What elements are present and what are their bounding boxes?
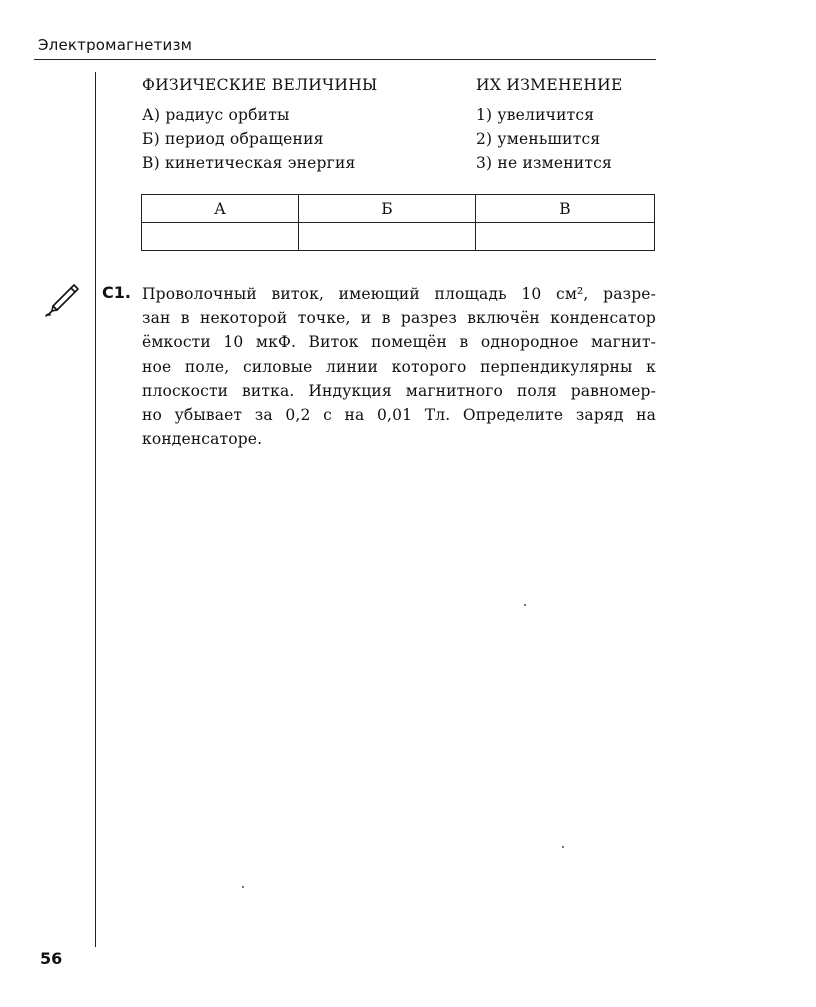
quantity-item-a: А) радиус орбиты (142, 106, 290, 124)
changes-heading: ИХ ИЗМЕНЕНИЕ (476, 76, 623, 94)
scan-speck (524, 604, 526, 606)
change-item-2: 2) уменьшится (476, 130, 601, 148)
change-item-3: 3) не изменится (476, 154, 612, 172)
answer-header-a: А (142, 195, 299, 223)
pen-icon (44, 282, 80, 318)
problem-line: ное поле, силовые линии которого перпендикулярны к (142, 357, 656, 376)
answer-cell-v[interactable] (476, 223, 655, 251)
scan-speck (242, 886, 244, 888)
answer-table-input-row (142, 223, 655, 251)
page-number: 56 (40, 949, 63, 968)
running-head: Электромагнетизм (38, 36, 193, 54)
answer-table-header-row (142, 195, 655, 223)
answer-header-v: В (476, 195, 655, 223)
answer-cell-b[interactable] (299, 223, 476, 251)
margin-rule (95, 72, 96, 947)
quantity-item-v: В) кинетическая энергия (142, 154, 356, 172)
problem-line: Проволочный виток, имеющий площадь 10 см², разре- (142, 285, 656, 303)
quantities-heading: ФИЗИЧЕСКИЕ ВЕЛИЧИНЫ (142, 76, 378, 94)
problem-line: ёмкости 10 мкФ. Виток помещён в однородное магнит- (142, 333, 656, 352)
problem-number: С1. (102, 283, 131, 302)
answer-cell-a[interactable] (142, 223, 299, 251)
problem-text (142, 282, 656, 451)
header-rule (34, 59, 656, 60)
answer-table (141, 194, 655, 251)
quantity-item-b: Б) период обращения (142, 130, 324, 148)
change-item-1: 1) увеличится (476, 106, 595, 124)
problem-line: зан в некоторой точке, и в разрез включён конденсатор (142, 309, 656, 328)
scan-speck (562, 846, 564, 848)
problem-line: плоскости витка. Индукция магнитного поля равномер- (142, 381, 656, 400)
answer-header-b: Б (299, 195, 476, 223)
problem-line: конденсаторе. (142, 430, 263, 449)
problem-line: но убывает за 0,2 с на 0,01 Тл. Определите заряд на (142, 406, 656, 425)
